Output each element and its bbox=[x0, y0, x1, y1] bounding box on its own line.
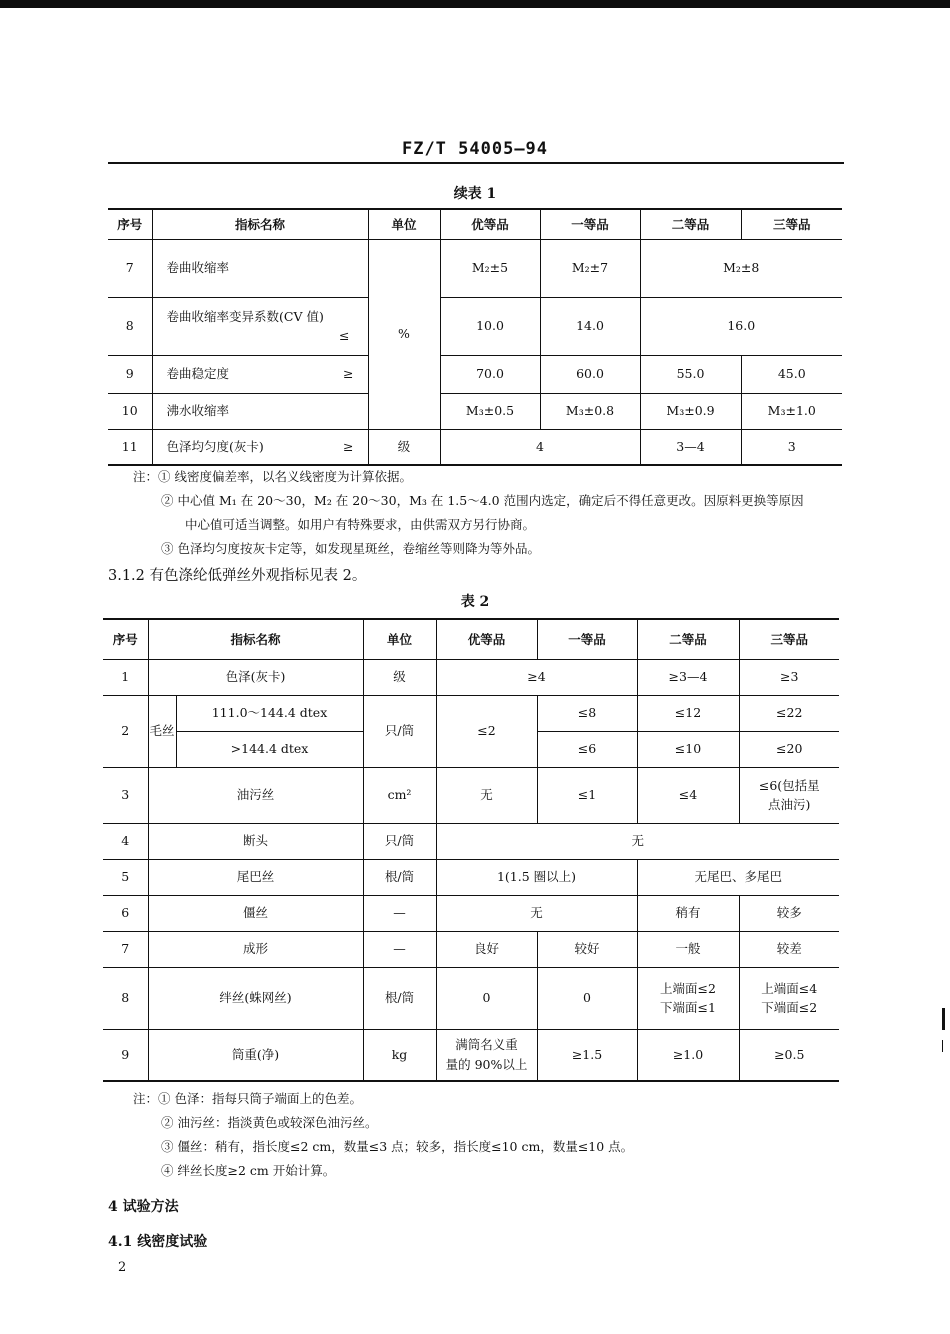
section-4-heading: 4 试验方法 bbox=[108, 1199, 179, 1215]
grade-value: 4 bbox=[440, 429, 640, 465]
grade-value: M₂±7 bbox=[540, 239, 640, 297]
col-header: 三等品 bbox=[739, 619, 839, 659]
table-row bbox=[103, 823, 839, 859]
section-3-1-2: 3.1.2 有色涤纶低弹丝外观指标见表 2。 bbox=[108, 568, 367, 584]
grade-value-line: 下端面≤2 bbox=[761, 1000, 818, 1015]
grade-value: M₂±8 bbox=[640, 239, 842, 297]
indicator-name: 绊丝(蛛网丝) bbox=[148, 967, 363, 1029]
indicator-name: 毛丝 bbox=[148, 695, 176, 767]
note-line: 注：① 线密度偏差率，以名义线密度为计算依据。 bbox=[133, 469, 412, 484]
table-row bbox=[108, 429, 842, 465]
table2-header-row bbox=[103, 619, 839, 659]
note-line: ④ 绊丝长度≥2 cm 开始计算。 bbox=[161, 1163, 336, 1178]
grade-value: ≤22 bbox=[739, 695, 839, 731]
grade-value: M₂±5 bbox=[440, 239, 540, 297]
grade-value: 45.0 bbox=[741, 355, 842, 393]
row-number: 7 bbox=[103, 931, 148, 967]
table-row bbox=[103, 695, 839, 731]
indicator-name: 沸水收缩率 bbox=[152, 393, 368, 429]
unit-cell: 根/筒 bbox=[363, 859, 436, 895]
row-number: 8 bbox=[103, 967, 148, 1029]
standard-code: FZ/T 54005—94 bbox=[401, 139, 549, 159]
note-line: ③ 色泽均匀度按灰卡定等，如发现星斑丝，卷缩丝等则降为等外品。 bbox=[161, 541, 540, 556]
table-row bbox=[103, 967, 839, 1029]
grade-value: 较好 bbox=[537, 931, 637, 967]
indicator-name: 断头 bbox=[148, 823, 363, 859]
grade-value: 70.0 bbox=[440, 355, 540, 393]
table-row bbox=[108, 297, 842, 355]
grade-value: M₃±0.8 bbox=[540, 393, 640, 429]
grade-value: 16.0 bbox=[640, 297, 842, 355]
grade-value: 稍有 bbox=[637, 895, 739, 931]
grade-value: ≥3—4 bbox=[637, 659, 739, 695]
table-row bbox=[103, 859, 839, 895]
sub-indicator: >144.4 dtex bbox=[176, 731, 363, 767]
grade-value: ≤10 bbox=[637, 731, 739, 767]
table-row bbox=[103, 1029, 839, 1081]
grade-value: 0 bbox=[537, 967, 637, 1029]
grade-value: 无 bbox=[436, 767, 537, 823]
grade-value-line: 上端面≤2 bbox=[660, 980, 716, 996]
table-row bbox=[103, 767, 839, 823]
col-header: 一等品 bbox=[537, 619, 637, 659]
row-number: 9 bbox=[103, 1029, 148, 1081]
grade-value-line: 满筒名义重 bbox=[455, 1037, 518, 1053]
indicator-name-text: 色泽均匀度(灰卡) bbox=[166, 439, 264, 455]
table1 bbox=[108, 208, 842, 466]
col-header: 优等品 bbox=[440, 209, 540, 239]
table1-notes bbox=[133, 465, 804, 561]
unit-cell: cm² bbox=[363, 767, 436, 823]
indicator-name: 成形 bbox=[148, 931, 363, 967]
col-header: 一等品 bbox=[540, 209, 640, 239]
unit-cell: 级 bbox=[368, 429, 440, 465]
note-line: 注：① 色泽：指每只筒子端面上的色差。 bbox=[133, 1091, 362, 1106]
indicator-name-text: 卷曲稳定度 bbox=[166, 366, 230, 382]
row-number: 5 bbox=[103, 859, 148, 895]
section-4-1-heading: 4.1 线密度试验 bbox=[108, 1234, 208, 1250]
indicator-name: 僵丝 bbox=[148, 895, 363, 931]
page-number: 2 bbox=[118, 1260, 127, 1275]
grade-value: M₃±1.0 bbox=[741, 393, 842, 429]
row-number: 10 bbox=[108, 393, 152, 429]
grade-value: 60.0 bbox=[540, 355, 640, 393]
grade-value: ≥3 bbox=[739, 659, 839, 695]
col-header: 指标名称 bbox=[152, 209, 368, 239]
grade-value: ≥1.0 bbox=[637, 1029, 739, 1081]
table2-caption: 表 2 bbox=[460, 594, 490, 610]
grade-value-line: 点油污) bbox=[768, 797, 811, 812]
indicator-name bbox=[152, 297, 368, 355]
row-number: 7 bbox=[108, 239, 152, 297]
row-number: 9 bbox=[108, 355, 152, 393]
col-header: 序号 bbox=[103, 619, 148, 659]
grade-value-line: 上端面≤4 bbox=[761, 980, 818, 996]
grade-value: 无尾巴、多尾巴 bbox=[637, 859, 839, 895]
indicator-symbol: ≤ bbox=[339, 328, 350, 343]
col-header: 序号 bbox=[108, 209, 152, 239]
grade-value: 较多 bbox=[739, 895, 839, 931]
col-header: 二等品 bbox=[640, 209, 741, 239]
col-header: 三等品 bbox=[741, 209, 842, 239]
row-number: 8 bbox=[108, 297, 152, 355]
table1-caption: 续表 1 bbox=[453, 186, 497, 202]
scan-mark bbox=[942, 1008, 945, 1030]
grade-value: ≤20 bbox=[739, 731, 839, 767]
table-row bbox=[103, 931, 839, 967]
row-number: 2 bbox=[103, 695, 148, 767]
row-number: 4 bbox=[103, 823, 148, 859]
indicator-symbol: ≥ bbox=[343, 366, 354, 382]
note-line: 中心值可适当调整。如用户有特殊要求，由供需双方另行协商。 bbox=[185, 517, 536, 532]
row-number: 3 bbox=[103, 767, 148, 823]
grade-value: ≤12 bbox=[637, 695, 739, 731]
grade-value: M₃±0.9 bbox=[640, 393, 741, 429]
grade-value: 14.0 bbox=[540, 297, 640, 355]
table-row bbox=[103, 895, 839, 931]
grade-value: 0 bbox=[436, 967, 537, 1029]
grade-value-line: ≤6(包括星 bbox=[758, 777, 820, 793]
col-header: 二等品 bbox=[637, 619, 739, 659]
table-row bbox=[108, 393, 842, 429]
unit-cell: — bbox=[363, 895, 436, 931]
row-number: 11 bbox=[108, 429, 152, 465]
grade-value: ≤2 bbox=[436, 695, 537, 767]
grade-value: 3 bbox=[741, 429, 842, 465]
table1-header-row bbox=[108, 209, 842, 239]
header-rule bbox=[108, 162, 844, 164]
grade-value: 1(1.5 圈以上) bbox=[436, 859, 637, 895]
table-row bbox=[108, 239, 842, 297]
indicator-name: 色泽(灰卡) bbox=[148, 659, 363, 695]
grade-value: 55.0 bbox=[640, 355, 741, 393]
indicator-name bbox=[152, 355, 368, 393]
table-row bbox=[103, 659, 839, 695]
grade-value bbox=[436, 1029, 537, 1081]
scan-edge bbox=[0, 0, 950, 8]
grade-value: 良好 bbox=[436, 931, 537, 967]
unit-cell: 根/筒 bbox=[363, 967, 436, 1029]
row-number: 1 bbox=[103, 659, 148, 695]
indicator-name: 油污丝 bbox=[148, 767, 363, 823]
unit-cell: kg bbox=[363, 1029, 436, 1081]
unit-cell: % bbox=[368, 239, 440, 429]
table-row bbox=[108, 355, 842, 393]
grade-value: 3—4 bbox=[640, 429, 741, 465]
grade-value: ≤8 bbox=[537, 695, 637, 731]
grade-value: ≤1 bbox=[537, 767, 637, 823]
grade-value bbox=[739, 967, 839, 1029]
grade-value-line: 量的 90%以上 bbox=[445, 1056, 528, 1072]
indicator-name: 尾巴丝 bbox=[148, 859, 363, 895]
grade-value: 10.0 bbox=[440, 297, 540, 355]
col-header: 单位 bbox=[368, 209, 440, 239]
grade-value: ≥4 bbox=[436, 659, 637, 695]
unit-cell: 只/筒 bbox=[363, 695, 436, 767]
grade-value: 无 bbox=[436, 895, 637, 931]
grade-value: ≥0.5 bbox=[739, 1029, 839, 1081]
col-header: 指标名称 bbox=[148, 619, 363, 659]
indicator-symbol: ≥ bbox=[343, 439, 354, 455]
table2-notes bbox=[133, 1087, 633, 1183]
indicator-name: 筒重(净) bbox=[148, 1029, 363, 1081]
table2 bbox=[103, 618, 839, 1082]
grade-value: 无 bbox=[436, 823, 839, 859]
col-header: 优等品 bbox=[436, 619, 537, 659]
col-header: 单位 bbox=[363, 619, 436, 659]
grade-value bbox=[637, 967, 739, 1029]
indicator-name-text: 卷曲收缩率变异系数(CV 值) bbox=[166, 308, 324, 324]
indicator-name bbox=[152, 429, 368, 465]
unit-cell: 只/筒 bbox=[363, 823, 436, 859]
grade-value: 较差 bbox=[739, 931, 839, 967]
indicator-name: 卷曲收缩率 bbox=[152, 239, 368, 297]
note-line: ② 中心值 M₁ 在 20～30，M₂ 在 20～30，M₃ 在 1.5～4.0 范围内选定，确定后不得任意更改。因原料更换等原因 bbox=[161, 493, 804, 508]
grade-value: 一般 bbox=[637, 931, 739, 967]
unit-cell: — bbox=[363, 931, 436, 967]
grade-value: ≥1.5 bbox=[537, 1029, 637, 1081]
scan-mark bbox=[942, 1040, 943, 1052]
unit-cell: 级 bbox=[363, 659, 436, 695]
grade-value: ≤6 bbox=[537, 731, 637, 767]
grade-value: ≤4 bbox=[637, 767, 739, 823]
grade-value-line: 下端面≤1 bbox=[660, 1000, 716, 1015]
note-line: ③ 僵丝：稍有，指长度≤2 cm，数量≤3 点；较多，指长度≤10 cm，数量≤10 点。 bbox=[161, 1139, 634, 1154]
grade-value: M₃±0.5 bbox=[440, 393, 540, 429]
note-line: ② 油污丝：指淡黄色或较深色油污丝。 bbox=[161, 1115, 378, 1130]
row-number: 6 bbox=[103, 895, 148, 931]
sub-indicator: 111.0～144.4 dtex bbox=[176, 695, 363, 731]
grade-value bbox=[739, 767, 839, 823]
